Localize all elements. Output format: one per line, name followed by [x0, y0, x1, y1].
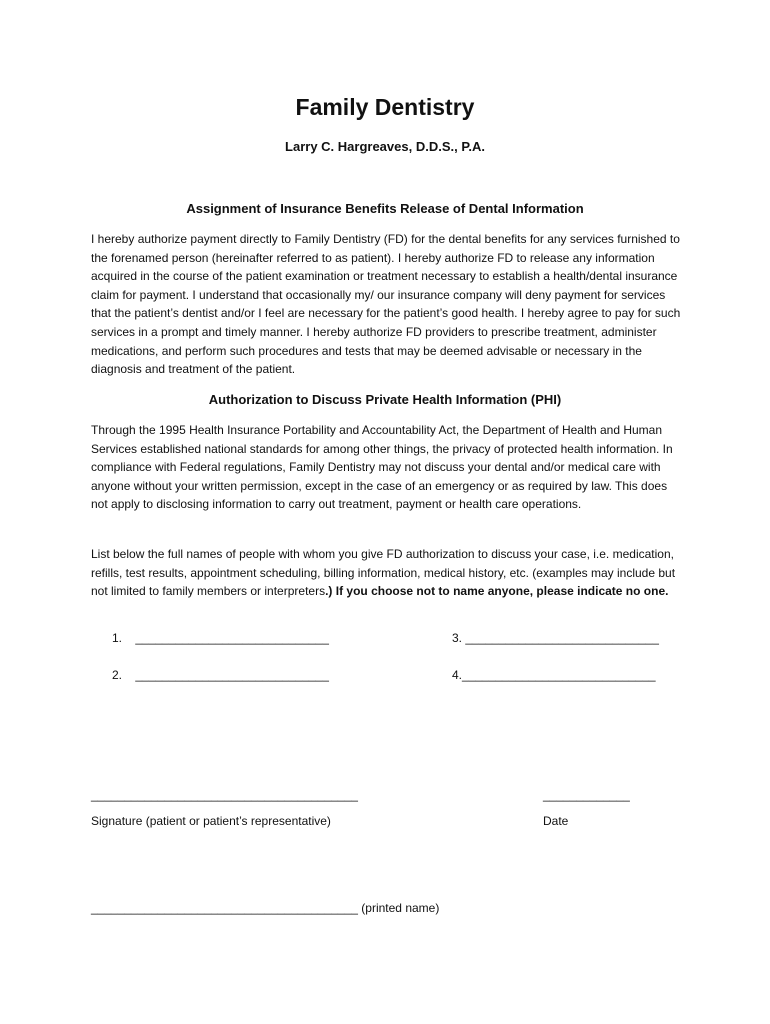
name-entry-number: 2. — [112, 668, 123, 682]
names-list-intro-bold: .) If you choose not to name anyone, please indicate no one. — [325, 584, 669, 599]
phi-paragraph: Through the 1995 Health Insurance Portability and Accountability Act, the Department of Health and Human Services established national standards for among other things, the privacy of protected health information. In compliance with Federal regulations, Family Dentistry may not discuss your dental and/or medical care with anyone without your written permission, except in the case of an emergency or as required by law. This does not apply to disclosing information to carry out treatment, payment or health care operations. — [91, 423, 673, 512]
name-entry-blank[interactable]: _____________________________ — [462, 668, 656, 682]
signature-label: Signature (patient or patient’s representative) — [91, 814, 331, 828]
name-entry-blank[interactable]: _____________________________ — [465, 631, 659, 645]
name-entry-2[interactable] — [112, 668, 329, 682]
printed-name-line[interactable]: ________________________________________ — [91, 901, 358, 915]
names-list-instructions — [91, 545, 681, 601]
name-entry-number: 3. — [452, 631, 463, 645]
assignment-paragraph: I hereby authorize payment directly to Family Dentistry (FD) for the dental benefits for any services furnished to the forenamed person (hereinafter referred to as patient). I hereby authorize FD to release any information acquired in the course of the patient examination or treatment necessary to establish a health/dental insurance claim for payment. I understand that occasionally my/ our insurance company will deny payment for services that the patient’s dentist and/or I feel are necessary for the patient’s good health. I hereby agree to pay for such services in a prompt and timely manner. I hereby authorize FD providers to prescribe treatment, administer medications, and perform such procedures and tests that may be deemed advisable or necessary in the diagnosis and treatment of the patient. — [91, 232, 681, 377]
date-line[interactable]: _____________ — [543, 788, 630, 802]
printed-name-label: (printed name) — [361, 901, 440, 915]
name-entry-blank[interactable]: _____________________________ — [135, 631, 329, 645]
name-entry-number: 4. — [452, 668, 463, 682]
printed-name-field[interactable] — [91, 901, 439, 915]
name-entry-number: 1. — [112, 631, 123, 645]
name-entry-1[interactable] — [112, 631, 329, 645]
name-entry-4[interactable] — [452, 668, 656, 682]
practice-name: Larry C. Hargreaves, D.D.S., P.A. — [285, 139, 485, 154]
signature-line[interactable]: ________________________________________ — [91, 788, 358, 802]
name-entry-blank[interactable]: _____________________________ — [135, 668, 329, 682]
document-title: Family Dentistry — [295, 94, 475, 120]
name-entry-3[interactable] — [452, 631, 659, 645]
names-list-intro: List below the full names of people with whom you give FD authorization to discuss your case, i.e. medication, refills, test results, appointment scheduling, billing information, medical history, etc. (examples may include but not limited to family members or interpreters — [91, 547, 676, 599]
date-label: Date — [543, 814, 569, 828]
section-heading-assignment: Assignment of Insurance Benefits Release of Dental Information — [186, 201, 584, 216]
section-heading-phi: Authorization to Discuss Private Health Information (PHI) — [208, 392, 562, 407]
